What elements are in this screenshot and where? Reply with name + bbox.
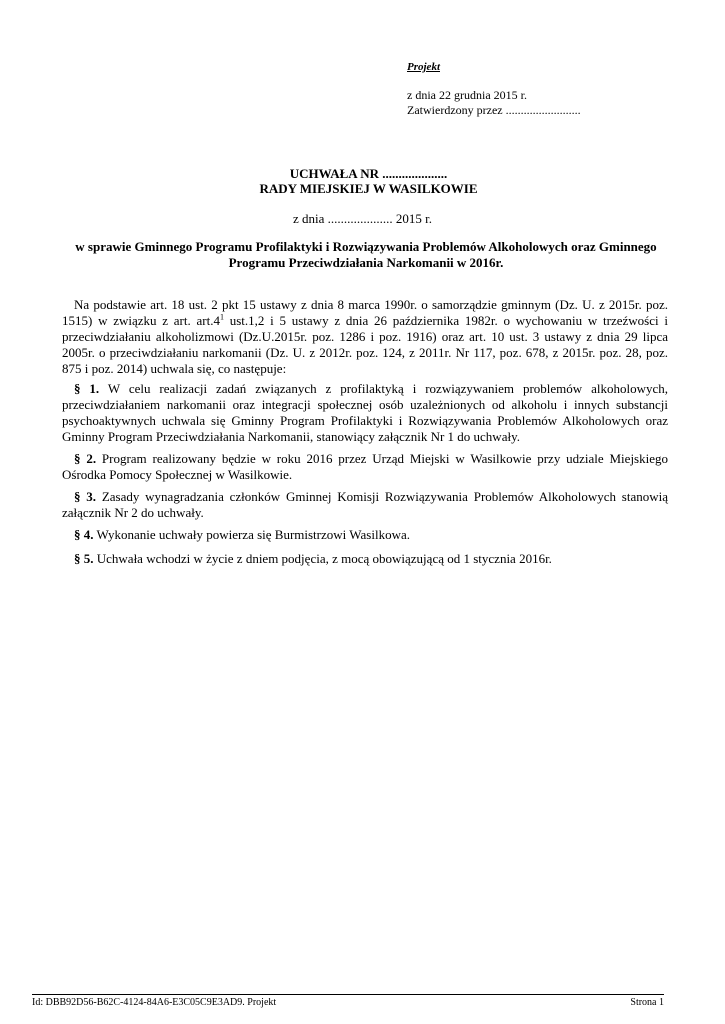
paragraph-text: Zasady wynagradzania członków Gminnej Komisji Rozwiązywania Problemów Alkoholowych stanowią załącznik Nr 2 do uchwały. <box>62 489 669 520</box>
preamble <box>62 297 668 377</box>
paragraph-number: § 3. <box>74 489 97 504</box>
preamble-text-a: Na podstawie art. 18 ust. 2 pkt 15 ustawy z dnia 8 marca 1990r. o samorządzie gminnym (Dz. U. z 2015r. poz. 1515) w związku z art. art.4 <box>62 297 668 328</box>
paragraph-2 <box>62 451 668 483</box>
paragraph-text: Uchwała wchodzi w życie z dniem podjęcia, z mocą obowiązującą od 1 stycznia 2016r. <box>93 551 552 566</box>
council-name: RADY MIEJSKIEJ W WASILKOWIE <box>259 181 478 196</box>
resolution-number: UCHWAŁA NR .................... <box>289 166 448 181</box>
paragraph-4 <box>62 527 668 543</box>
footer-divider <box>32 994 664 995</box>
paragraph-1 <box>62 381 668 445</box>
paragraph-text: W celu realizacji zadań związanych z profilaktyką i rozwiązywaniem problemów alkoholowych, przeciwdziałaniem narkomanii oraz integracji społecznej osób uzależnionych od alkoholu i innych substancji psychoaktywnych uchwala się Gminny Program Profilaktyki i Rozwiązywania Problemów Alkoholowych oraz Gminny Program Przeciwdziałania Narkomanii, stanowiący załącznik Nr 1 do uchwały. <box>62 381 669 444</box>
paragraph-text: Wykonanie uchwały powierza się Burmistrzowi Wasilkowa. <box>93 527 410 542</box>
resolution-subject: w sprawie Gminnego Programu Profilaktyki i Rozwiązywania Problemów Alkoholowych oraz Gminnego Programu Przeciwdziałania Narkomanii w 2016r. <box>75 239 657 270</box>
project-date: z dnia 22 grudnia 2015 r. <box>407 88 527 102</box>
paragraph-3 <box>62 489 668 521</box>
paragraph-number: § 1. <box>74 381 100 396</box>
paragraph-number: § 4. <box>74 527 94 542</box>
document-id: Id: DBB92D56-B62C-4124-84A6-E3C05C9E3AD9. Projekt <box>32 997 277 1008</box>
preamble-text-b: ust.1,2 i 5 ustawy z dnia 26 października 1982r. o wychowaniu w trzeźwości i przeciwdziałaniu alkoholizmowi (Dz.U.2015r. poz. 1286 i poz. 1916) oraz art. 10 ust. 3 ustawy z dnia 29 lipca 2005r. o przeciwdziałaniu narkomanii (Dz. U. z 2012r. poz. 124, z 2011r. Nr 117, poz. 678, z 2015r. poz. 28, poz. 875 i poz. 2014) uchwala się, co następuje: <box>62 313 668 376</box>
approved-by: Zatwierdzony przez ......................... <box>407 103 581 117</box>
paragraph-text: Program realizowany będzie w roku 2016 przez Urząd Miejski w Wasilkowie przy udziale Miejskiego Ośrodka Pomocy Społecznej w Wasilkowie. <box>62 451 668 482</box>
paragraph-number: § 2. <box>74 451 97 466</box>
resolution-date: z dnia .................... 2015 r. <box>292 211 432 226</box>
preamble-superscript: 1 <box>219 312 224 322</box>
paragraph-5 <box>62 551 668 567</box>
projekt-label: Projekt <box>407 61 440 73</box>
page-number: Strona 1 <box>630 997 664 1008</box>
paragraph-number: § 5. <box>74 551 94 566</box>
